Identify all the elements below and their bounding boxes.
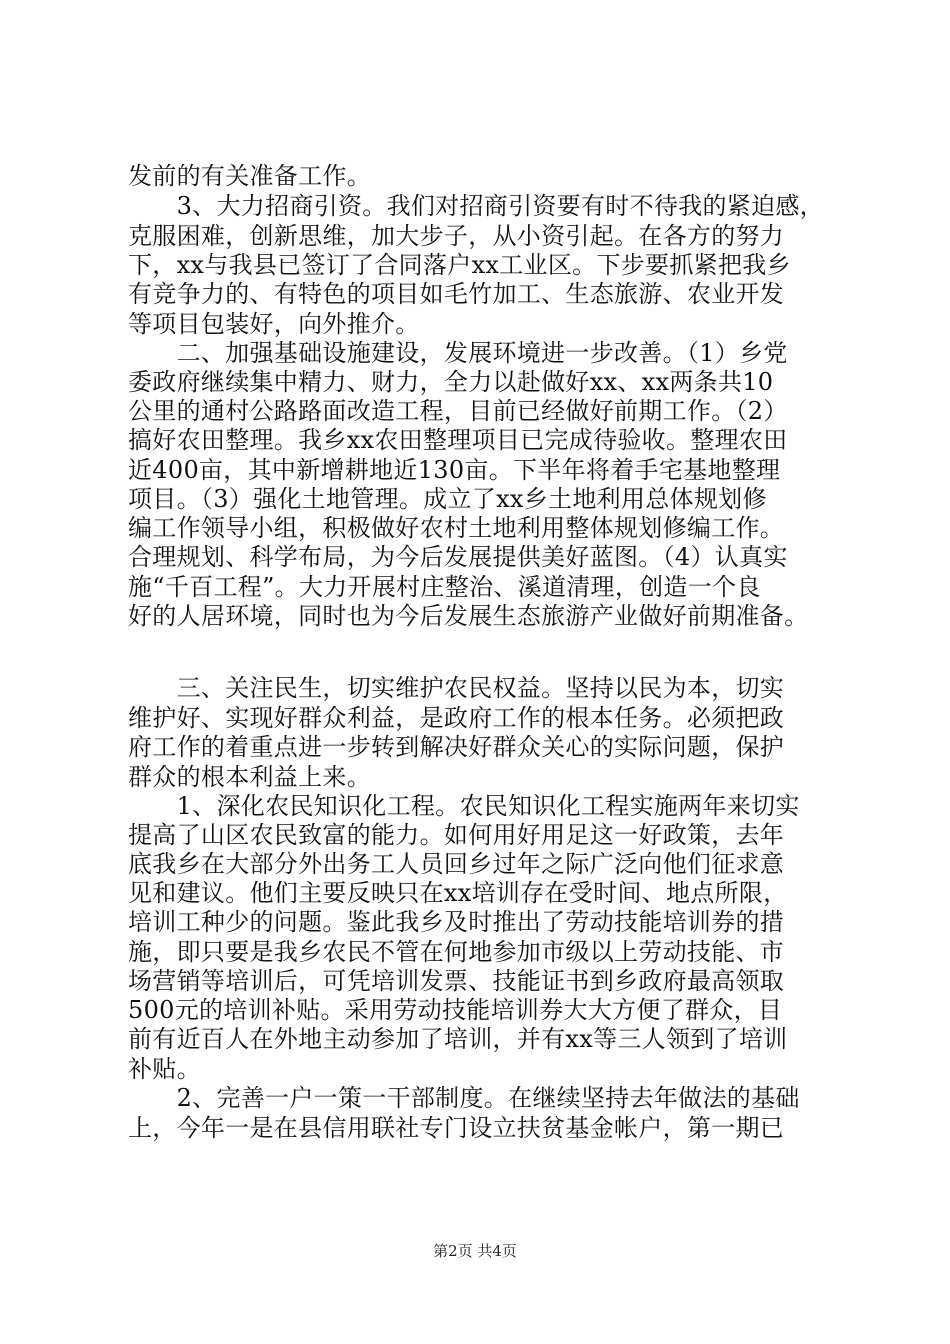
text-line: 项目。（3）强化土地管理。成立了xx乡土地利用总体规划修 [128, 485, 767, 513]
text-line: 搞好农田整理。我乡xx农田整理项目已完成待验收。整理农田 [128, 426, 788, 454]
text-line: 维护好、实现好群众利益，是政府工作的根本任务。必须把政 [128, 704, 785, 732]
text-line: 提高了山区农民致富的能力。如何用好用足这一好政策，去年 [128, 821, 785, 849]
text-line: 府工作的着重点进一步转到解决好群众关心的实际问题，保护 [128, 733, 785, 761]
text-line: 克服困难，创新思维，加大步子，从小资引起。在各方的努力 [128, 222, 785, 250]
text-line: 委政府继续集中精力、财力，全力以赴做好xx、xx两条共10 [128, 368, 774, 396]
text-line: 施，即只要是我乡农民不管在何地参加市级以上劳动技能、市 [128, 938, 785, 966]
text-line: 公里的通村公路路面改造工程，目前已经做好前期工作。（2） [128, 397, 788, 425]
page-footer: 第2页 共4页 [433, 1242, 517, 1260]
text-line: 补贴。 [128, 1055, 201, 1083]
text-line: 上，今年一是在县信用联社专门设立扶贫基金帐户，第一期已 [128, 1114, 785, 1142]
text-line: 三、关注民生，切实维护农民权益。坚持以民为本，切实 [128, 674, 785, 702]
text-line: 场营销等培训后，可凭培训发票、技能证书到乡政府最高领取 [128, 967, 785, 995]
text-line: 编工作领导小组，积极做好农村土地利用整体规划修编工作。 [128, 514, 785, 542]
text-line: 施“千百工程”。大力开展村庄整治、溪道清理，创造一个良 [128, 573, 761, 601]
text-line: 好的人居环境，同时也为今后发展生态旅游产业做好前期准备。 [128, 602, 809, 630]
text-line: 500元的培训补贴。采用劳动技能培训券大大方便了群众，目 [128, 996, 783, 1024]
text-line: 1、深化农民知识化工程。农民知识化工程实施两年来切实 [128, 792, 800, 820]
text-line: 3、大力招商引资。我们对招商引资要有时不待我的紧迫感， [128, 192, 824, 220]
text-line: 培训工种少的问题。鉴此我乡及时推出了劳动技能培训券的措 [128, 908, 785, 936]
text-line: 有竞争力的、有特色的项目如毛竹加工、生态旅游、农业开发 [128, 280, 785, 308]
text-line: 合理规划、科学布局，为今后发展提供美好蓝图。（4）认真实 [128, 543, 788, 571]
text-line: 群众的根本利益上来。 [128, 763, 371, 791]
text-line: 二、加强基础设施建设，发展环境进一步改善。（1）乡党 [128, 339, 788, 367]
text-line: 2、完善一户一策一干部制度。在继续坚持去年做法的基础 [128, 1084, 800, 1112]
text-line: 等项目包装好，向外推介。 [128, 310, 420, 338]
text-line: 下，xx与我县已签订了合同落户xx工业区。下步要抓紧把我乡 [128, 251, 791, 279]
text-line: 发前的有关准备工作。 [128, 162, 371, 190]
text-line: 近400亩，其中新增耕地近130亩。下半年将着手宅基地整理 [128, 456, 781, 484]
text-line: 底我乡在大部分外出务工人员回乡过年之际广泛向他们征求意 [128, 850, 785, 878]
text-line: 见和建议。他们主要反映只在xx培训存在受时间、地点所限， [128, 879, 788, 907]
text-line: 前有近百人在外地主动参加了培训，并有xx等三人领到了培训 [128, 1025, 788, 1053]
